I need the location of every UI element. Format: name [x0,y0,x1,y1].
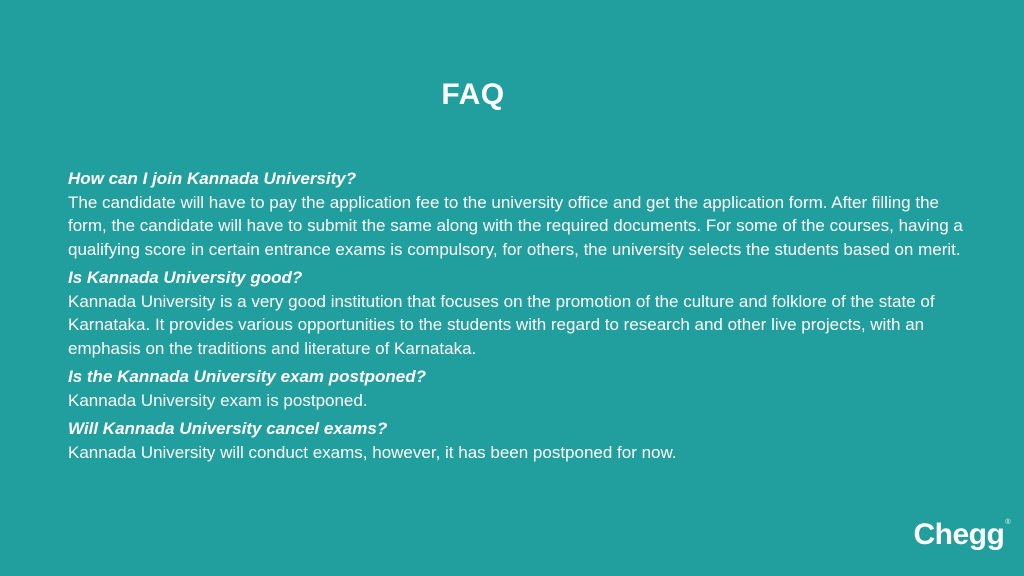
chegg-logo [914,520,1011,550]
faq-question: How can I join Kannada University? [68,169,357,188]
faq-answer: Kannada University exam is postponed. [68,390,368,410]
faq-question: Will Kannada University cancel exams? [68,419,388,438]
faq-question: Is the Kannada University exam postponed? [68,367,427,386]
faq-answer: Kannada University will conduct exams, however, it has been postponed for now. [68,442,677,462]
faq-list [68,167,978,469]
trademark-symbol: ® [1005,519,1010,526]
faq-item [68,365,978,412]
faq-answer: The candidate will have to pay the application fee to the university office and get the application form. After filling the form, the candidate will have to submit the same along with the required documents. For some of the courses, having a qualifying score in certain entrance exams is compulsory, for others, the university selects the students based on merit. [68,192,963,259]
logo-wordmark: Chegg [913,518,1005,551]
faq-answer: Kannada University is a very good institution that focuses on the promotion of the culture and folklore of the state of Karnataka. It provides various opportunities to the students with regard to research and other live projects, with an emphasis on the traditions and literature of Karnataka. [68,291,935,358]
faq-item [68,167,978,261]
faq-question: Is Kannada University good? [68,268,303,287]
page-title: FAQ [441,78,505,111]
faq-item [68,266,978,360]
faq-item [68,417,978,464]
